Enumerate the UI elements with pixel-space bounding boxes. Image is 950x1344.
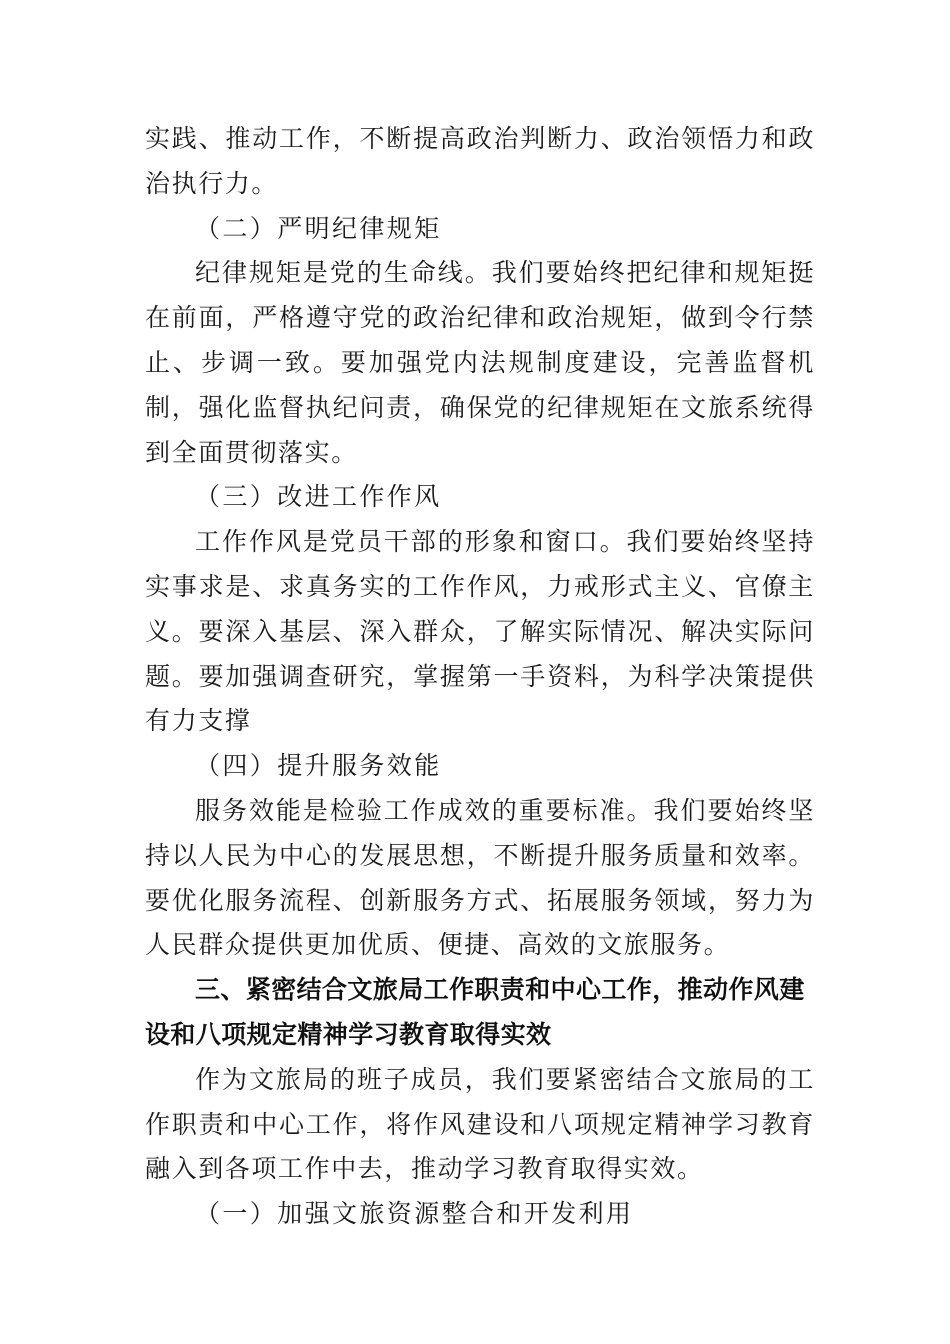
subheading-2: （二）严明纪律规矩 (195, 213, 442, 243)
paragraph-section-intro: 作为文旅局的班子成员，我们要紧密结合文旅局的工作职责和中心工作，将作风建设和八项规定精神学习教育融入到各项工作中去，推动学习教育取得实效。 (145, 1064, 815, 1184)
paragraph-continuation: 实践、推动工作，不断提高政治判断力、政治领悟力和政治执行力。 (145, 124, 815, 198)
subheading-3: （三）改进工作作风 (195, 482, 442, 512)
subheading-4: （四）提升服务效能 (195, 751, 442, 781)
subheading-section3-1: （一）加强文旅资源整合和开发利用 (195, 1199, 634, 1229)
paragraph-discipline: 纪律规矩是党的生命线。我们要始终把纪律和规矩挺在前面，严格遵守党的政治纪律和政治规矩，做到令行禁止、步调一致。要加强党内法规制度建设，完善监督机制，强化监督执纪问责，确保党的纪律规矩在文旅系统得到全面贯彻落实。 (145, 258, 815, 467)
paragraph-service: 服务效能是检验工作成效的重要标准。我们要始终坚持以人民为中心的发展思想，不断提升服务质量和效率。要优化服务流程、创新服务方式、拓展服务领域，努力为人民群众提供更加优质、便捷、高效的文旅服务。 (145, 795, 815, 960)
section-heading-3: 三、紧密结合文旅局工作职责和中心工作，推动作风建设和八项规定精神学习教育取得实效 (145, 975, 805, 1049)
document-body (145, 117, 815, 1237)
paragraph-work-style: 工作作风是党员干部的形象和窗口。我们要始终坚持实事求是、求真务实的工作作风，力戒形式主义、官僚主义。要深入基层、深入群众，了解实际情况、解决实际问题。要加强调查研究，掌握第一手资料，为科学决策提供有力支撑 (145, 527, 815, 736)
